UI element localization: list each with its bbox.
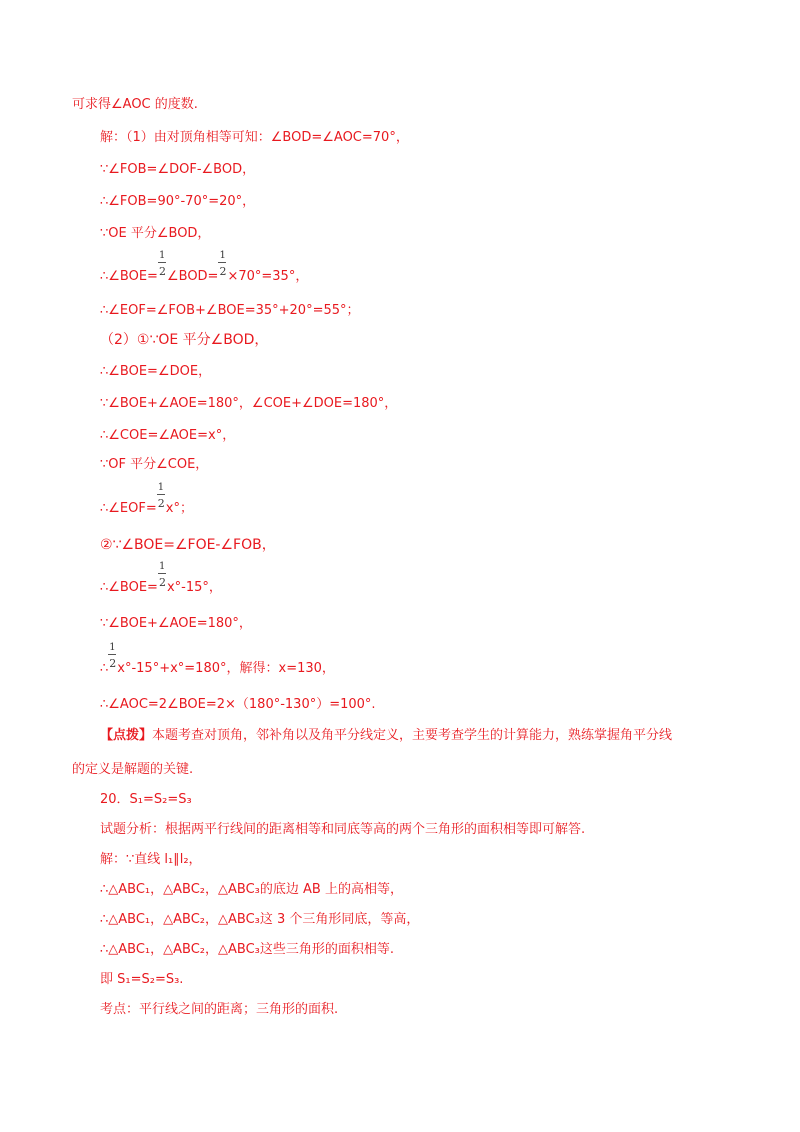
- text-line: ∵∠BOE+∠AOE=180°，: [100, 616, 252, 631]
- text-line: 即 S₁=S₂=S₃.: [100, 972, 184, 987]
- fraction-denominator: 2: [219, 265, 227, 278]
- fraction-one-half: [108, 642, 117, 672]
- text-segment: x°-15°，: [166, 580, 222, 595]
- fraction-bar: [158, 262, 166, 263]
- fraction-numerator: 1: [219, 250, 226, 261]
- text-line: ∴△ABC₁，△ABC₂，△ABC₃的底边 AB 上的高相等，: [100, 882, 403, 897]
- fraction-one-half: [158, 561, 167, 591]
- text-line: ∴∠EOF=∠FOB+∠BOE=35°+20°=55°；: [100, 303, 360, 318]
- fraction-bar: [157, 494, 165, 495]
- text-line: ∴△ABC₁，△ABC₂，△ABC₃这些三角形的面积相等.: [100, 942, 395, 957]
- text-line-fraction: [100, 561, 222, 596]
- text-line: 试题分析：根据两平行线间的距离相等和同底等高的两个三角形的面积相等即可解答.: [100, 822, 586, 837]
- fraction-denominator: 2: [109, 657, 117, 670]
- text-segment: ∴∠BOE=: [100, 269, 158, 284]
- fraction-bar: [108, 654, 116, 655]
- text-segment: ∴∠BOE=: [100, 580, 158, 595]
- fraction-numerator: 1: [157, 482, 165, 493]
- text-segment: ∠BOD=: [166, 269, 219, 284]
- text-line: ∴∠COE=∠AOE=x°，: [100, 428, 236, 443]
- text-segment: ∴∠EOF=: [100, 501, 157, 516]
- fraction-one-half: [158, 250, 167, 280]
- text-line: 20．S₁=S₂=S₃: [100, 792, 192, 807]
- text-line: 解：∵直线 l₁∥l₂，: [100, 852, 202, 867]
- text-line: ∴△ABC₁，△ABC₂，△ABC₃这 3 个三角形同底，等高，: [100, 912, 420, 927]
- text-line: 考点：平行线之间的距离；三角形的面积.: [100, 1002, 339, 1017]
- fraction-numerator: 1: [158, 561, 166, 572]
- note-text: 本题考查对顶角，邻补角以及角平分线定义，主要考查学生的计算能力，熟练掌握角平分线: [152, 728, 673, 743]
- fraction-denominator: 2: [158, 265, 166, 278]
- text-line-fraction: [100, 250, 309, 285]
- fraction-numerator: 1: [158, 250, 166, 261]
- text-line: 解：（1）由对顶角相等可知：∠BOD=∠AOC=70°，: [100, 130, 409, 145]
- text-segment: x°；: [165, 501, 193, 516]
- text-segment: x°-15°+x°=180°，解得：x=130，: [117, 661, 335, 676]
- text-line: 可求得∠AOC 的度数.: [72, 97, 198, 112]
- fraction-one-half: [157, 482, 166, 512]
- note-tag: 【点拨】: [100, 728, 153, 743]
- text-segment: ∴: [100, 661, 109, 676]
- fraction-numerator: 1: [109, 642, 116, 653]
- fraction-denominator: 2: [157, 497, 165, 510]
- text-segment: ×70°=35°，: [227, 269, 309, 284]
- text-line: ∴∠FOB=90°-70°=20°，: [100, 194, 256, 209]
- text-line: 的定义是解题的关键.: [72, 762, 194, 777]
- text-line: ②∵∠BOE=∠FOE-∠FOB，: [100, 537, 276, 553]
- fraction-bar: [218, 262, 226, 263]
- text-line: ∴∠BOE=∠DOE，: [100, 364, 212, 379]
- note-line: [100, 728, 672, 744]
- text-line: （2）①∵OE 平分∠BOD，: [100, 332, 269, 348]
- text-line: ∵∠FOB=∠DOF-∠BOD，: [100, 162, 256, 177]
- text-line-fraction: [100, 642, 335, 677]
- text-line: ∵OF 平分∠COE，: [100, 457, 209, 472]
- fraction-one-half: [218, 250, 227, 280]
- text-line: ∵OE 平分∠BOD，: [100, 226, 211, 241]
- text-line: ∴∠AOC=2∠BOE=2×（180°-130°）=100°.: [100, 697, 376, 712]
- text-line-fraction: [100, 482, 193, 517]
- text-line: ∵∠BOE+∠AOE=180°，∠COE+∠DOE=180°，: [100, 396, 398, 411]
- fraction-denominator: 2: [158, 576, 166, 589]
- fraction-bar: [158, 573, 166, 574]
